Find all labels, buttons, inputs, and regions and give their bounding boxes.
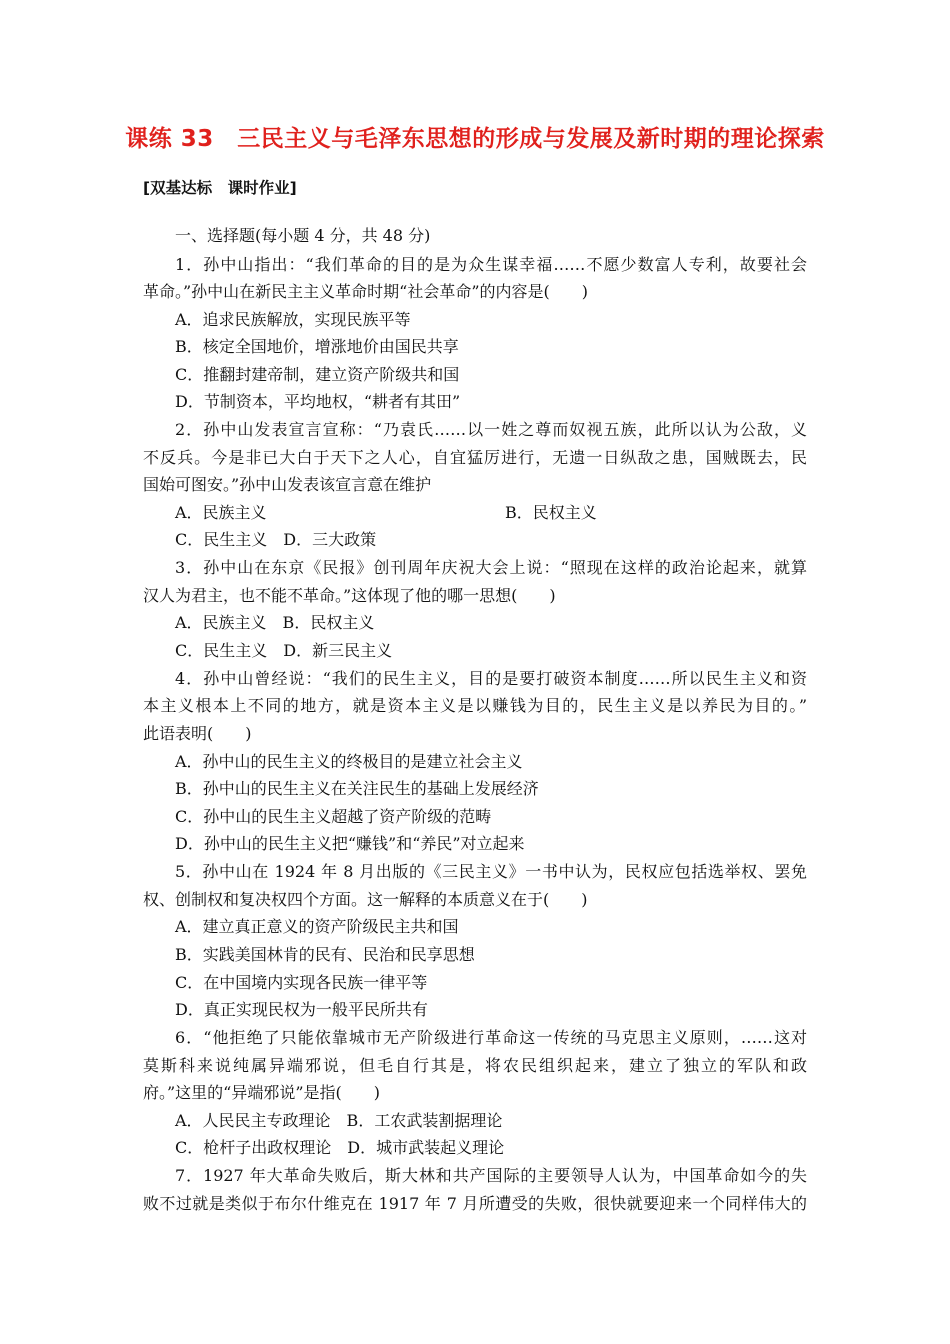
question-6-line-2: 莫斯科来说纯属异端邪说，但毛自行其是，将农民组织起来，建立了独立的军队和政 xyxy=(143,1056,807,1075)
question-3-options-cd: C．民生主义 D．新三民主义 xyxy=(175,641,393,660)
question-4-option-c: C．孙中山的民生主义超越了资产阶级的范畴 xyxy=(175,807,492,826)
question-5-option-a: A．建立真正意义的资产阶级民主共和国 xyxy=(175,917,459,936)
question-6-options-cd: C．枪杆子出政权理论 D．城市武装起义理论 xyxy=(175,1138,505,1157)
question-4-option-d: D．孙中山的民生主义把“赚钱”和“养民”对立起来 xyxy=(175,834,525,853)
question-1-line-1: 1．孙中山指出：“我们革命的目的是为众生谋幸福……不愿少数富人专利，故要社会 xyxy=(175,255,807,274)
question-3-options-ab: A．民族主义 B．民权主义 xyxy=(175,613,375,632)
question-1-option-d: D．节制资本，平均地权，“耕者有其田” xyxy=(175,392,461,411)
question-2-option-b: B．民权主义 xyxy=(505,503,597,522)
question-1-line-2: 革命。”孙中山在新民主主义革命时期“社会革命”的内容是( ) xyxy=(143,282,589,301)
question-3-line-1: 3．孙中山在东京《民报》创刊周年庆祝大会上说：“照现在这样的政治论起来，就算 xyxy=(175,558,807,577)
question-4-line-3: 此语表明( ) xyxy=(143,724,252,743)
question-2-line-2: 不反兵。今是非已大白于天下之人心，自宜猛厉进行，无遗一日纵敌之患，国贼既去，民 xyxy=(143,448,807,467)
section-subtitle: [双基达标 课时作业] xyxy=(143,179,297,197)
question-6-line-3: 府。”这里的“异端邪说”是指( ) xyxy=(143,1083,381,1102)
question-1-option-a: A．追求民族解放，实现民族平等 xyxy=(175,310,411,329)
question-2-options-cd: C．民生主义 D．三大政策 xyxy=(175,530,377,549)
question-3-line-2: 汉人为君主，也不能不革命。”这体现了他的哪一思想( ) xyxy=(143,586,556,605)
page-title: 课练 33 三民主义与毛泽东思想的形成与发展及新时期的理论探索 xyxy=(125,126,825,152)
question-2-option-a: A．民族主义 xyxy=(175,503,267,522)
question-4-line-1: 4．孙中山曾经说：“我们的民生主义，目的是要打破资本制度……所以民生主义和资 xyxy=(175,669,807,688)
question-2-line-3: 国始可图安。”孙中山发表该宣言意在维护 xyxy=(143,475,432,494)
question-7-line-2: 败不过就是类似于布尔什维克在 1917 年 7 月所遭受的失败，很快就要迎来一个同样伟大的 xyxy=(143,1194,807,1213)
question-7-line-1: 7．1927 年大革命失败后，斯大林和共产国际的主要领导人认为，中国革命如今的失 xyxy=(175,1166,807,1185)
question-5-line-1: 5．孙中山在 1924 年 8 月出版的《三民主义》一书中认为，民权应包括选举权、罢免 xyxy=(175,862,807,881)
question-5-option-d: D．真正实现民权为一般平民所共有 xyxy=(175,1000,428,1019)
question-1-option-c: C．推翻封建帝制，建立资产阶级共和国 xyxy=(175,365,460,384)
question-5-line-2: 权、创制权和复决权四个方面。这一解释的本质意义在于( ) xyxy=(143,890,588,909)
question-6-options-ab: A．人民民主专政理论 B．工农武装割据理论 xyxy=(175,1111,503,1130)
question-5-option-c: C．在中国境内实现各民族一律平等 xyxy=(175,973,428,992)
question-5-option-b: B．实践美国林肯的民有、民治和民享思想 xyxy=(175,945,475,964)
section-heading: 一、选择题(每小题 4 分，共 48 分) xyxy=(175,226,431,245)
question-2-line-1: 2．孙中山发表宣言宣称：“乃袁氏……以一姓之尊而奴视五族，此所以认为公敌，义 xyxy=(175,420,807,439)
question-4-option-b: B．孙中山的民生主义在关注民生的基础上发展经济 xyxy=(175,779,539,798)
question-6-line-1: 6．“他拒绝了只能依靠城市无产阶级进行革命这一传统的马克思主义原则，……这对 xyxy=(175,1028,807,1047)
question-4-line-2: 本主义根本上不同的地方，就是资本主义是以赚钱为目的，民生主义是以养民为目的。” xyxy=(143,696,807,715)
question-1-option-b: B．核定全国地价，增涨地价由国民共享 xyxy=(175,337,459,356)
question-4-option-a: A．孙中山的民生主义的终极目的是建立社会主义 xyxy=(175,752,523,771)
